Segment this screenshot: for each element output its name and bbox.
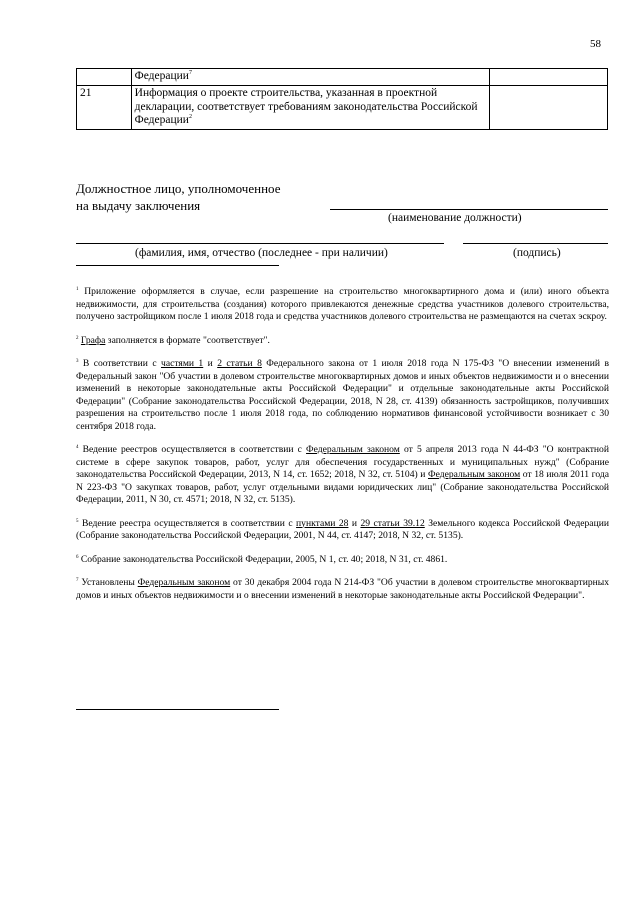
data-table: [76, 68, 608, 130]
footnote-marker: 7: [76, 577, 79, 583]
footnote-text: Федерального закона от 1 июля 2018 года N 175-ФЗ "О внесении изменений в Федеральный закон "Об участии в долевом строительстве многоквартирных домов и иных объектов недвижимости и о внесении изменений в некоторые законодательные акты Российской Федерации" и отдельные законодательные акты Российской Федерации" (Собрание законодательства Российской Федерации, 2018, N 28, ст. 4139) обязанность застройщиков, получивших разрешения на строительство после 1 июля 2018 года, по соблюдению нормативов финансовой устойчивости возникает с 30 сентября 2018 года.: [76, 358, 609, 432]
footnote-link[interactable]: Федеральным законом: [306, 444, 400, 455]
table-row: [77, 69, 608, 86]
footnote-text: Приложение оформляется в случае, если разрешение на строительство многоквартирного дома и (или) иного объекта недвижимости, для строительства (создания) которого привлекаются денежные средства участников долевого строительства, получено застройщиком после 1 июля 2018 года и средства участников долевого строительства не размещаются на счетах эскроу.: [76, 286, 609, 322]
row-description: [131, 85, 489, 129]
row-number: [77, 69, 132, 86]
footnote-link[interactable]: частями 1: [161, 358, 204, 369]
page-number: 58: [590, 38, 601, 50]
footnote-5: [76, 518, 609, 543]
footnote-text: заполняется в формате "соответствует".: [105, 334, 270, 346]
footnote-marker: 1: [76, 286, 79, 292]
footnote-ref: 2: [188, 114, 192, 121]
footnote-3: [76, 358, 609, 433]
footnote-text: Установлены: [81, 577, 138, 588]
footnote-6: [76, 554, 609, 567]
name-caption: (фамилия, имя, отчество (последнее - при наличии): [135, 247, 388, 259]
official-title: [76, 180, 280, 214]
row-text: Федерации: [134, 70, 189, 82]
name-line[interactable]: [76, 243, 444, 244]
footnote-text: и: [203, 358, 218, 369]
footnote-4: [76, 444, 609, 507]
footnote-link[interactable]: Графа: [80, 334, 106, 346]
footnote-text: Земельного кодекса Российской Федерации (Собрание законодательства Российской Федерации, 2001, N 44, ст. 4147; 2018, N 32, ст. 5135).: [76, 517, 609, 541]
footnote-text: Ведение реестра осуществляется в соответствии с: [81, 517, 297, 529]
footnote-text: Собрание законодательства Российской Федерации, 2005, N 1, ст. 40; 2018, N 31, ст. 4861.: [80, 553, 448, 565]
row-number: 21: [77, 85, 132, 129]
footnote-1: [76, 286, 609, 324]
footnote-text: от 30 декабря 2004 года N 214-ФЗ "Об участии в долевом строительстве многоквартирных домов и иных объектов недвижимости и о внесении изменений в некоторые законодательные акты Российской Федерации".: [76, 577, 610, 601]
footnote-marker: 5: [76, 518, 79, 524]
footnote-text: Ведение реестров осуществляется в соответствии с: [82, 444, 307, 455]
footnote-link[interactable]: Федеральным законом: [137, 577, 231, 588]
footnote-separator: [76, 265, 279, 266]
footnote-link[interactable]: 2 статьи 8: [217, 358, 262, 369]
signature-caption: (подпись): [513, 247, 561, 259]
row-description: [131, 69, 489, 86]
footnote-marker: 4: [76, 444, 79, 450]
row-value-cell: [490, 85, 608, 129]
bottom-separator: [76, 709, 279, 710]
footnote-text: и: [348, 517, 361, 529]
footnote-ref: 7: [188, 70, 192, 77]
position-line[interactable]: [330, 209, 608, 210]
footnote-link[interactable]: пунктами 28: [296, 517, 349, 529]
footnote-link[interactable]: 29 статьи 39.12: [360, 517, 425, 529]
footnote-2: [76, 335, 609, 348]
row-text: Информация о проекте строительства, указанная в проектной декларации, соответствует требованиям законодательства Российской Федерации: [134, 86, 478, 127]
row-value-cell: [490, 69, 608, 86]
footnote-text: от 5 апреля 2013 года N 44-ФЗ "О контрактной системе в сфере закупок товаров, работ, услуг для обеспечения государственных и муниципальных нужд" (Собрание законодательства Российской Федерации, 2013, N 14, ст. 1652; 2018, N 32, ст. 5104) и: [76, 444, 609, 480]
footnote-link[interactable]: Федеральным законом: [427, 469, 521, 480]
footnote-marker: 3: [76, 358, 79, 364]
signature-line[interactable]: [463, 243, 608, 244]
footnote-text: В соответствии с: [82, 358, 161, 369]
footnote-7: [76, 577, 609, 602]
footnotes: [76, 286, 609, 613]
footnote-text: от 18 июля 2011 года N 223-ФЗ "О закупках товаров, работ, услуг отдельными видами юридических лиц" (Собрание законодательства Российской Федерации, 2011, N 30, ст. 4571; 2018, N 32, ст. 5135).: [76, 469, 609, 505]
position-caption: (наименование должности): [388, 212, 522, 224]
official-title-line-2: на выдачу заключения: [76, 198, 201, 213]
table-row: [77, 85, 608, 129]
official-title-line-1: Должностное лицо, уполномоченное: [76, 181, 281, 196]
footnote-marker: 2: [76, 335, 79, 341]
footnote-marker: 6: [76, 554, 79, 560]
